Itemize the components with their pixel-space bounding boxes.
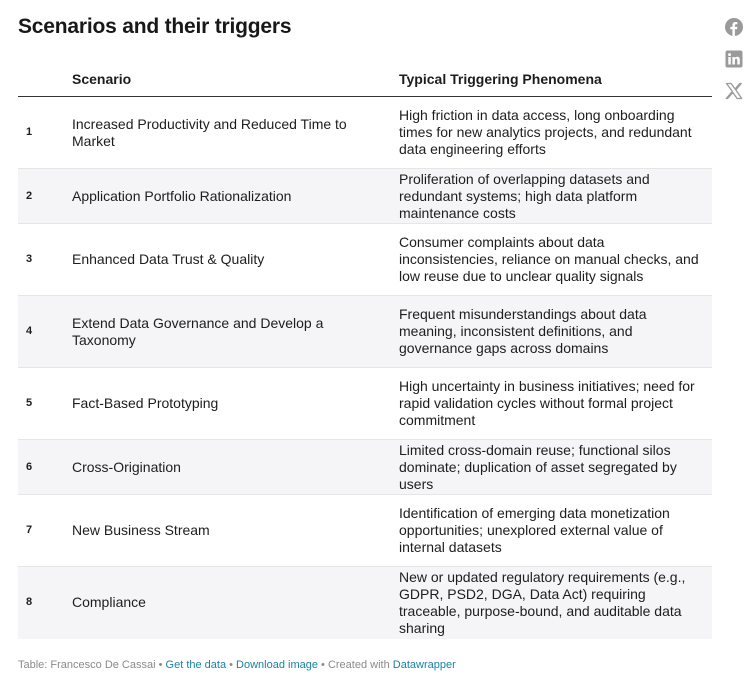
scenario-cell: Enhanced Data Trust & Quality xyxy=(72,251,265,267)
triggers-cell: High uncertainty in business initiatives; need for rapid validation cycles without formal project commitment xyxy=(399,378,695,428)
table-row xyxy=(18,169,712,224)
x-icon[interactable] xyxy=(725,82,743,100)
table-row xyxy=(18,296,712,368)
share-bar xyxy=(725,18,743,114)
table-header-row xyxy=(18,62,712,97)
table-row xyxy=(18,440,712,495)
row-number: 4 xyxy=(26,325,33,337)
download-image-link[interactable]: Download image xyxy=(236,659,318,671)
scenarios-table xyxy=(18,62,712,639)
column-header-triggers[interactable]: Typical Triggering Phenomena xyxy=(399,62,712,97)
footer-created-with: Created with xyxy=(327,659,390,671)
table-row xyxy=(18,495,712,567)
row-number: 8 xyxy=(26,596,33,609)
table-row xyxy=(18,567,712,639)
triggers-cell: Frequent misunderstandings about data meaning, inconsistent definitions, and governance gaps across domains xyxy=(399,306,647,356)
scenario-cell: Application Portfolio Rationalization xyxy=(72,187,292,204)
triggers-cell: New or updated regulatory requirements (e.g., GDPR, PSD2, DGA, Data Act) requiring traceable, purpose-bound, and auditable data sharing xyxy=(399,568,686,636)
footer-separator: • xyxy=(226,659,237,671)
footer-credit: Table: Francesco De Cassai xyxy=(18,659,156,671)
table-row xyxy=(18,224,712,296)
footer-separator: • xyxy=(155,659,166,671)
row-number: 2 xyxy=(26,189,33,202)
scenario-cell: Fact-Based Prototyping xyxy=(72,395,219,411)
table-row xyxy=(18,368,712,440)
row-number: 7 xyxy=(26,524,33,536)
scenario-cell: Extend Data Governance and Develop a Taxonomy xyxy=(72,314,324,348)
triggers-cell: High friction in data access, long onboarding times for new analytics projects, and redundant data engineering efforts xyxy=(399,107,692,157)
row-number: 1 xyxy=(26,126,33,138)
column-header-number[interactable] xyxy=(18,62,72,97)
table-row xyxy=(18,97,712,169)
linkedin-icon[interactable] xyxy=(725,50,743,68)
footer xyxy=(18,659,456,671)
row-number: 3 xyxy=(26,253,33,265)
get-data-link[interactable]: Get the data xyxy=(165,659,227,671)
scenario-cell: Increased Productivity and Reduced Time to Market xyxy=(72,115,347,149)
row-number: 6 xyxy=(26,460,33,473)
facebook-icon[interactable] xyxy=(725,18,743,36)
scenario-cell: New Business Stream xyxy=(72,522,210,538)
column-header-scenario[interactable]: Scenario xyxy=(72,62,399,97)
triggers-cell: Limited cross-domain reuse; functional silos dominate; duplication of asset segregated by users xyxy=(399,441,677,492)
row-number: 5 xyxy=(26,397,33,409)
footer-separator: • xyxy=(317,659,328,671)
scenario-cell: Compliance xyxy=(72,594,146,611)
chart-title: Scenarios and their triggers xyxy=(18,15,292,38)
triggers-cell: Proliferation of overlapping datasets and redundant systems; high data platform maintenance costs xyxy=(399,170,650,221)
triggers-cell: Identification of emerging data monetization opportunities; unexplored external value of internal datasets xyxy=(399,505,670,555)
datawrapper-link[interactable]: Datawrapper xyxy=(392,659,456,671)
scenario-cell: Cross-Origination xyxy=(72,458,181,475)
triggers-cell: Consumer complaints about data inconsistencies, reliance on manual checks, and low reuse due to unclear quality signals xyxy=(399,234,699,284)
